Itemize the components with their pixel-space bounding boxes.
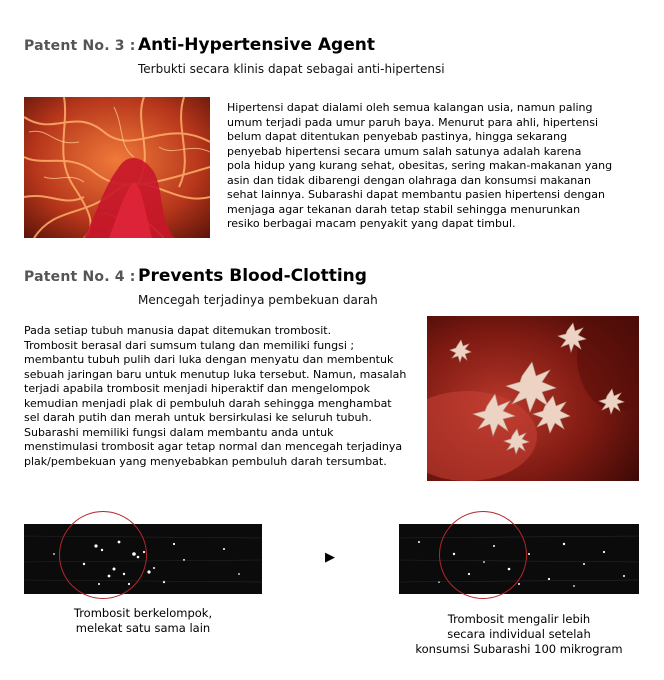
body-line: membantu tubuh pulih dari luka dengan menyatu dan membentuk: [24, 353, 394, 366]
patent-4-subtitle: Mencegah terjadinya pembekuan darah: [138, 293, 378, 307]
body-line: penyebab hipertensi secara umum salah satunya adalah karena: [227, 144, 582, 158]
patent-3-label: Patent No. 3 :: [24, 38, 136, 54]
caption-line: secara individual setelah: [447, 627, 591, 641]
body-line: Subarashi memiliki fungsi dalam membantu anda untuk: [24, 425, 334, 439]
body-line: menstimulasi trombosit agar tetap normal dan mencegah terjadinya: [24, 440, 403, 453]
caption-line: Trombosit berkelompok,: [73, 606, 213, 620]
body-line: sel darah putih dan merah untuk bersirkulasi ke seluruh tubuh.: [24, 411, 372, 424]
body-line: Trombosit berasal dari sumsum tulang dan memiliki fungsi ;: [24, 338, 355, 352]
body-line: terjadi apabila trombosit menjadi hiperaktif dan mengelompok: [24, 382, 370, 395]
body-line: plak/pembekuan yang menyebabkan pembuluh darah tersumbat.: [24, 454, 387, 468]
body-line: sebuah jaringan baru untuk menutup luka tersebut. Namun, masalah: [24, 367, 407, 381]
body-line: Pada setiap tubuh manusia dapat ditemukan trombosit.: [24, 324, 332, 337]
patent-4-body: [24, 324, 424, 469]
body-line: menjaga agar tekanan darah tetap stabil sehingga menurunkan: [227, 202, 581, 216]
body-line: belum dapat ditentukan penyebab pastinya, hingga sekarang: [227, 130, 568, 143]
arrow-icon: ▶: [325, 550, 335, 565]
blood-vessel-image: [24, 97, 210, 238]
caption-line: melekat satu sama lain: [75, 621, 211, 635]
body-line: kemudian menjadi plak di pembuluh darah sehingga menghambat: [24, 396, 392, 410]
patent-3-subtitle: Terbukti secara klinis dapat sebagai anti-hipertensi: [138, 62, 445, 76]
patent-3-body: [227, 101, 647, 232]
caption-after: [399, 612, 639, 657]
body-line: umum terjadi pada umur paruh baya. Menurut para ahli, hipertensi: [227, 115, 599, 129]
platelets-image: [427, 316, 639, 481]
caption-before: [24, 606, 262, 636]
highlight-circle-after: [439, 511, 527, 599]
body-line: sehat lainnya. Subarashi dapat membantu pasien hipertensi dengan: [227, 188, 605, 201]
highlight-circle-before: [59, 511, 147, 599]
body-line: Hipertensi dapat dialami oleh semua kalangan usia, namun paling: [227, 101, 593, 114]
caption-line: Trombosit mengalir lebih: [447, 612, 591, 626]
caption-line: konsumsi Subarashi 100 mikrogram: [415, 642, 623, 656]
body-line: pola hidup yang kurang sehat, obesitas, sering makan-makanan yang: [227, 159, 613, 172]
body-line: resiko berbagai macam penyakit yang dapat timbul.: [227, 217, 516, 230]
patent-4-label: Patent No. 4 :: [24, 269, 136, 285]
patent-4-title: Prevents Blood-Clotting: [138, 266, 367, 286]
body-line: asin dan tidak dibarengi dengan olahraga dan konsumsi makanan: [227, 173, 591, 187]
patent-3-title: Anti-Hypertensive Agent: [138, 35, 375, 55]
